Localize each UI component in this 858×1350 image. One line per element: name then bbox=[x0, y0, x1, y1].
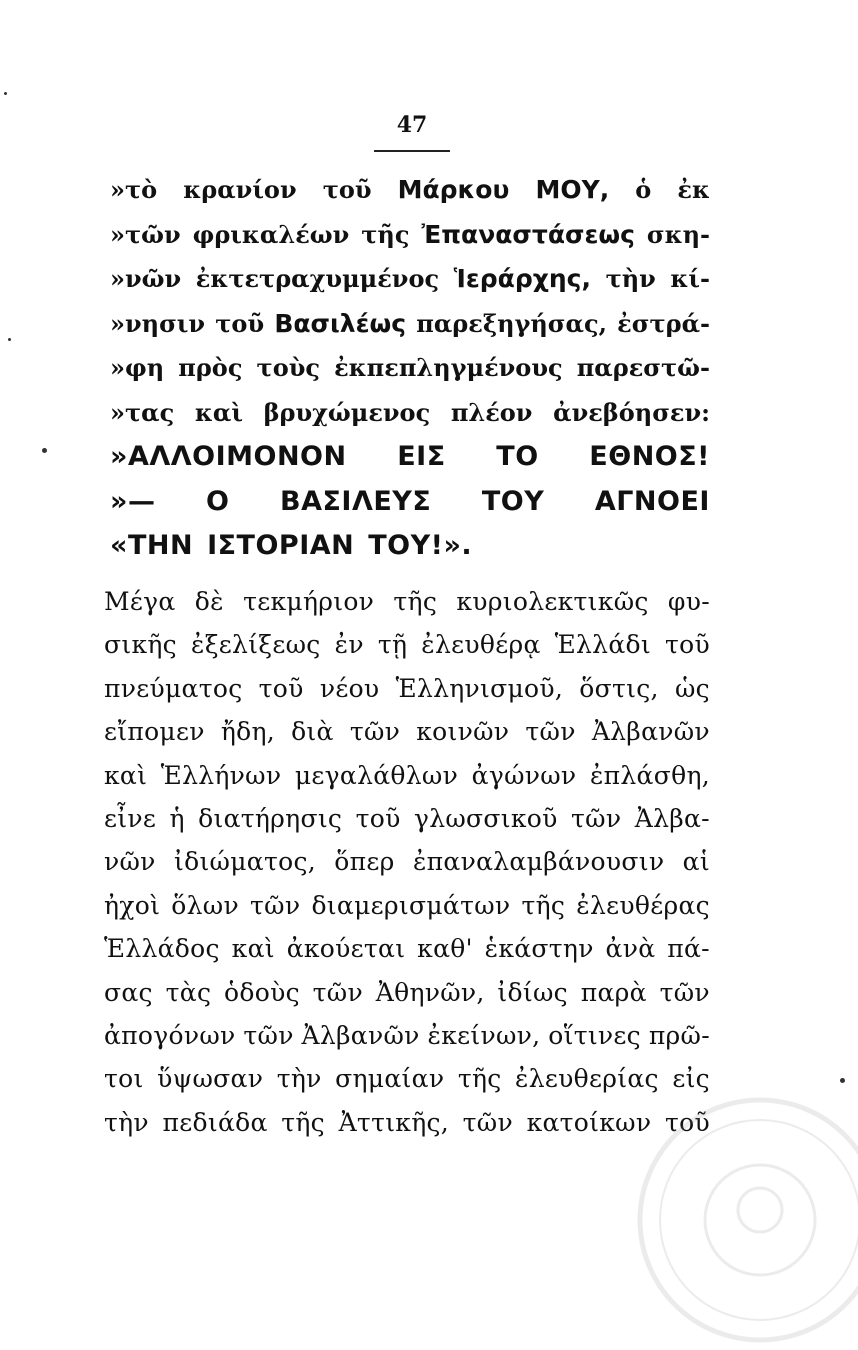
word: σημαίαν bbox=[335, 1064, 445, 1094]
word: Μέγα bbox=[104, 587, 176, 616]
print-speck bbox=[8, 338, 11, 341]
word: τῶν bbox=[571, 803, 622, 833]
quote-word: τῆς bbox=[361, 219, 410, 249]
quote-line bbox=[110, 524, 710, 569]
quote-word: »φη bbox=[110, 353, 165, 382]
word: ἀγώνων bbox=[471, 760, 577, 790]
quote-word: ΤΟΥ!». bbox=[368, 530, 473, 561]
quote-word: τοῦ bbox=[322, 175, 372, 204]
word: διὰ bbox=[291, 717, 334, 747]
word: Ἑλληνισμοῦ, bbox=[395, 673, 564, 703]
word: γλωσσικοῦ bbox=[413, 803, 558, 833]
word: τῶν bbox=[349, 717, 401, 747]
word: τὴν bbox=[276, 1064, 322, 1094]
word: πνεύματος bbox=[104, 673, 243, 703]
print-speck bbox=[42, 448, 47, 453]
word: σας bbox=[104, 977, 153, 1007]
quote-word: Μάρκου bbox=[397, 175, 510, 204]
quote-word: ΑΓΝΟΕΙ bbox=[594, 485, 710, 517]
quote-word: »τὸ bbox=[110, 175, 158, 204]
quote-word: ΙΣΤΟΡΙΑΝ bbox=[207, 530, 355, 561]
quote-word: παρεξηγήσας, bbox=[416, 308, 607, 338]
text-line bbox=[104, 1014, 710, 1057]
quote-word: ΒΑΣΙΛΕΥΣ bbox=[280, 485, 432, 517]
word: ἐκείνων, bbox=[427, 1020, 541, 1050]
word: τῶν bbox=[462, 1107, 513, 1137]
word: ὁδοὺς bbox=[224, 977, 300, 1007]
word: καὶ bbox=[231, 934, 275, 964]
quote-line bbox=[110, 302, 710, 347]
word: ἀπογόνων bbox=[104, 1020, 236, 1050]
quote-line bbox=[110, 168, 710, 213]
quote-line bbox=[110, 480, 710, 525]
word: πά- bbox=[667, 934, 710, 964]
word: Ἑλλάδι bbox=[554, 630, 651, 660]
word: τῶν bbox=[525, 717, 576, 747]
word: εἴπομεν bbox=[104, 717, 205, 747]
body-text bbox=[104, 580, 710, 1144]
quote-word: βρυχώμενος bbox=[263, 397, 431, 427]
quote-line bbox=[110, 346, 710, 391]
word: ὡς bbox=[674, 673, 710, 703]
word: μεγαλάθλων bbox=[294, 760, 459, 790]
quote-line bbox=[110, 213, 710, 258]
quote-word: παρεστῶ- bbox=[576, 353, 710, 382]
word: ἐξελίξεως bbox=[191, 630, 321, 660]
quote-word: ΜΟΥ, bbox=[535, 175, 610, 204]
text-line bbox=[104, 884, 710, 927]
quote-word: ΕΙΣ bbox=[397, 441, 446, 472]
word: διαμερισμάτων bbox=[311, 890, 511, 920]
word: τοῦ bbox=[258, 673, 304, 703]
word: πρῶ- bbox=[648, 1020, 710, 1050]
word: τῶν bbox=[250, 890, 301, 920]
quote-word: »νῶν bbox=[110, 264, 182, 293]
quote-word: »ΑΛΛΟΙΜΟΝΟΝ bbox=[110, 441, 347, 472]
quote-word: τοὺς bbox=[256, 353, 320, 382]
text-line bbox=[104, 797, 710, 840]
word: κυριολεκτικῶς bbox=[456, 587, 649, 616]
word: εἶνε bbox=[104, 803, 157, 833]
word: ἀνὰ bbox=[605, 934, 656, 964]
word: τῶν bbox=[243, 1020, 294, 1050]
quote-word: κρανίον bbox=[183, 175, 297, 204]
word: τὴν bbox=[104, 1107, 149, 1137]
quote-word: φρικαλέων bbox=[192, 219, 350, 249]
word: ἠχοὶ bbox=[104, 890, 161, 920]
word: ἑκάστην bbox=[484, 934, 594, 964]
word: Ἀλβα- bbox=[634, 803, 710, 833]
word: ἐλευθέρας bbox=[576, 890, 710, 920]
word: καὶ bbox=[104, 760, 148, 790]
page-number: 47 bbox=[396, 112, 428, 138]
quote-word: »— bbox=[110, 485, 156, 517]
word: τὰς bbox=[165, 977, 212, 1007]
text-line bbox=[104, 667, 710, 710]
text-line bbox=[104, 623, 710, 666]
word: τῆς bbox=[521, 890, 566, 920]
text-line bbox=[104, 971, 710, 1014]
word: ἐπαναλαμβάνουσιν bbox=[412, 847, 665, 877]
quote-word: Ο bbox=[206, 485, 230, 517]
word: ἐλευθερίας bbox=[515, 1064, 659, 1094]
quote-word: ΤΟΥ bbox=[481, 485, 545, 517]
quote-word: Βασιλέως bbox=[274, 308, 407, 338]
quote-word: πλέον bbox=[450, 397, 533, 427]
text-line bbox=[104, 580, 710, 623]
text-line bbox=[104, 840, 710, 883]
word: Ἀθηνῶν, bbox=[375, 977, 485, 1007]
quote-word: καὶ bbox=[194, 397, 243, 427]
word: νέου bbox=[319, 673, 380, 703]
word: ἐλευθέρᾳ bbox=[421, 630, 541, 660]
word: ἰδίως bbox=[497, 977, 568, 1007]
word: Ἑλλήνων bbox=[160, 760, 282, 790]
word: τοῦ bbox=[355, 803, 401, 833]
quote-word: ΕΘΝΟΣ! bbox=[589, 441, 710, 472]
word: Ἀλβανῶν bbox=[591, 717, 710, 747]
library-stamp-icon bbox=[630, 1090, 858, 1350]
text-line bbox=[104, 754, 710, 797]
word: ἐπλάσθη, bbox=[589, 760, 710, 790]
word: τοι bbox=[104, 1064, 144, 1094]
word: τοῦ bbox=[664, 630, 710, 660]
quote-line bbox=[110, 391, 710, 436]
quote-word: ἐκ bbox=[677, 175, 710, 204]
quote-word: Ἐπαναστάσεως bbox=[421, 219, 635, 249]
print-speck bbox=[840, 1078, 845, 1083]
quote-word: ἐκπεπληγμένους bbox=[334, 353, 563, 382]
quote-word: ΤΟ bbox=[496, 441, 539, 472]
word: ἡ bbox=[169, 803, 185, 833]
quote-word: ἐστρά- bbox=[617, 308, 710, 338]
word: τῇ bbox=[377, 630, 408, 660]
quote-word: »τῶν bbox=[110, 219, 181, 249]
word: πεδιάδα bbox=[162, 1107, 268, 1137]
word: δὲ bbox=[194, 587, 224, 616]
quote-word: κί- bbox=[670, 264, 710, 293]
quote-word: σκη- bbox=[646, 219, 710, 249]
word: ὅπερ bbox=[334, 847, 395, 877]
word: διατήρησις bbox=[198, 803, 343, 833]
word: οἵτινες bbox=[548, 1020, 641, 1050]
quoted-passage bbox=[110, 168, 710, 569]
quote-word: πρὸς bbox=[178, 353, 243, 382]
word: ἤδη, bbox=[220, 717, 275, 747]
quote-word: ὁ bbox=[635, 175, 652, 204]
word: Ἀλβανῶν bbox=[301, 1020, 420, 1050]
text-line bbox=[104, 710, 710, 753]
word: ἰδιώματος, bbox=[173, 847, 316, 877]
text-line bbox=[104, 1101, 710, 1144]
word: τῶν bbox=[312, 977, 363, 1007]
text-line bbox=[104, 927, 710, 970]
quote-word: τὴν bbox=[605, 264, 656, 293]
print-speck bbox=[4, 92, 7, 95]
word: φυ- bbox=[667, 587, 710, 616]
word: Ἑλλάδος bbox=[104, 934, 220, 964]
word: τῶν bbox=[659, 977, 710, 1007]
word: σικῆς bbox=[104, 630, 177, 660]
word: ὅστις, bbox=[579, 673, 659, 703]
page-number-rule bbox=[374, 150, 450, 152]
quote-word: ἀνεβόησεν: bbox=[553, 397, 710, 427]
word: κατοίκων bbox=[526, 1107, 652, 1137]
quote-word: »τας bbox=[110, 397, 175, 427]
quote-line bbox=[110, 435, 710, 480]
word: καθ' bbox=[417, 934, 473, 964]
word: τῆς bbox=[457, 1064, 502, 1094]
text-line bbox=[104, 1057, 710, 1100]
quote-word: τοῦ bbox=[215, 308, 265, 338]
quote-word: «ΤΗΝ bbox=[110, 530, 194, 561]
quote-word: »νησιν bbox=[110, 308, 206, 338]
word: ὅλων bbox=[171, 890, 239, 920]
word: τεκμήριον bbox=[243, 587, 375, 616]
quote-line bbox=[110, 257, 710, 302]
word: παρὰ bbox=[580, 977, 647, 1007]
quote-word: ἐκτετραχυμμένος bbox=[195, 264, 440, 293]
word: τοῦ bbox=[664, 1107, 710, 1137]
quote-word: Ἱεράρχης, bbox=[453, 264, 591, 293]
word: εἰς bbox=[672, 1064, 710, 1094]
word: ἐν bbox=[334, 630, 364, 660]
word: τῆς bbox=[393, 587, 438, 616]
word: τῆς bbox=[281, 1107, 325, 1137]
word: κοινῶν bbox=[416, 717, 510, 747]
word: νῶν bbox=[104, 847, 156, 877]
word: ὕψωσαν bbox=[157, 1064, 264, 1094]
word: Ἀττικῆς, bbox=[338, 1107, 450, 1137]
word: ἀκούεται bbox=[286, 934, 406, 964]
word: αἱ bbox=[682, 847, 710, 877]
